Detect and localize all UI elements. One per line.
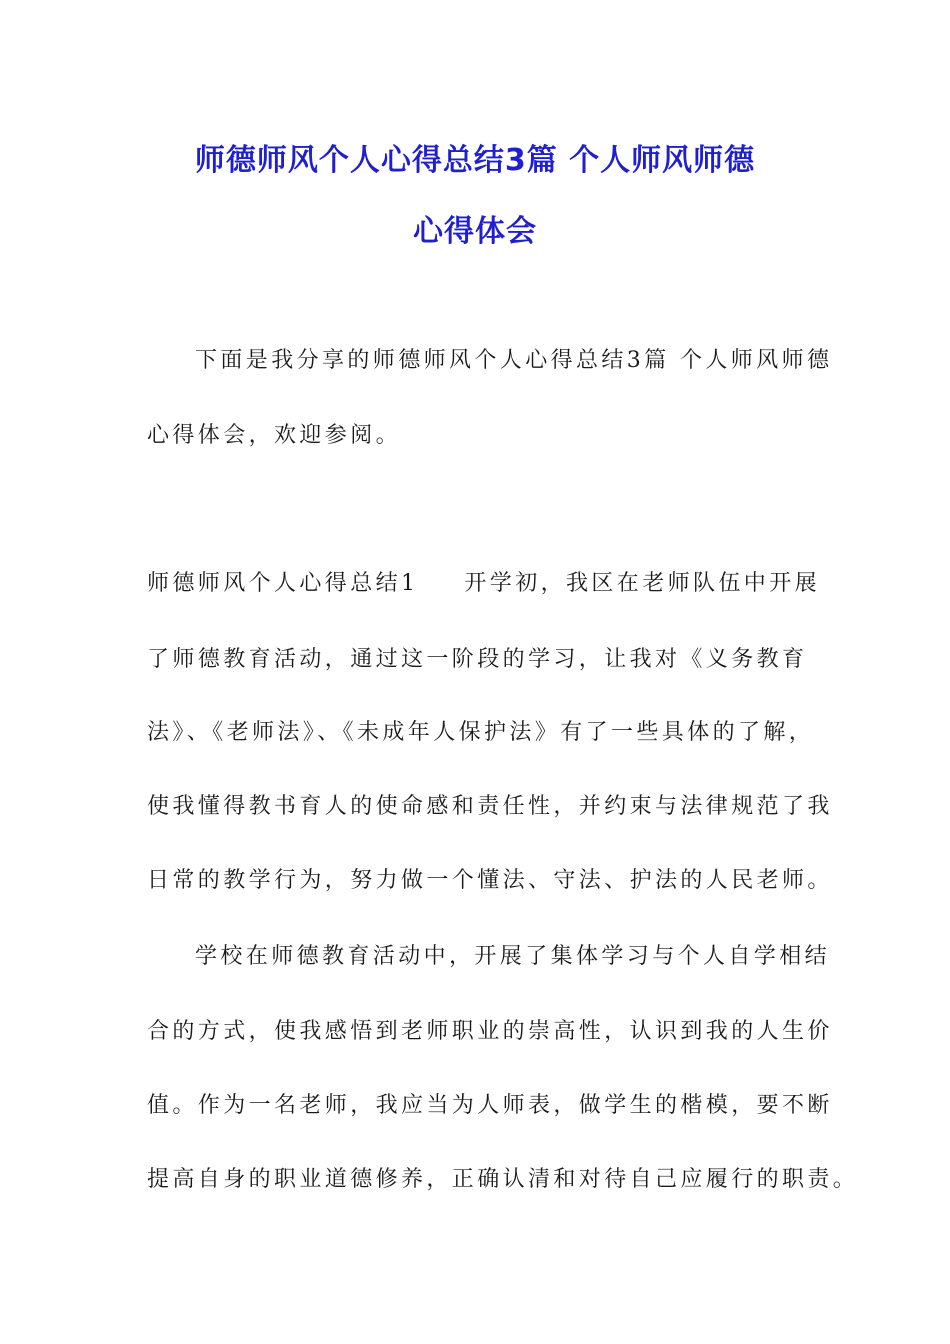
paragraph-2-line-3: 值。作为一名老师，我应当为人师表，做学生的楷模，要不断	[147, 1093, 833, 1118]
section-1-first-line	[147, 569, 821, 599]
document-title-line-1: 师德师风个人心得总结3篇 个人师风师德	[194, 143, 756, 178]
paragraph-1-line-5: 日常的教学行为，努力做一个懂法、守法、护法的人民老师。	[147, 868, 833, 893]
paragraph-1-line-3: 法》、《老师法》、《未成年人保护法》有了一些具体的了解，	[147, 720, 815, 745]
document-title-line-2: 心得体会	[413, 214, 537, 249]
intro-line-2: 心得体会，欢迎参阅。	[147, 423, 402, 448]
paragraph-2-line-2: 合的方式，使我感悟到老师职业的崇高性，认识到我的人生价	[147, 1019, 833, 1044]
paragraph-2-line-1: 学校在师德教育活动中，开展了集体学习与个人自学相结	[195, 944, 831, 969]
paragraph-2-line-4: 提高自身的职业道德修养，正确认清和对待自己应履行的职责。	[147, 1167, 859, 1192]
paragraph-1-opening: 开学初，我区在老师队伍中开展	[464, 571, 821, 596]
intro-line-1: 下面是我分享的师德师风个人心得总结3篇 个人师风师德	[195, 348, 833, 373]
paragraph-1-line-2: 了师德教育活动，通过这一阶段的学习，让我对《义务教育	[147, 647, 808, 672]
paragraph-1-line-4: 使我懂得教书育人的使命感和责任性，并约束与法律规范了我	[147, 794, 833, 819]
section-1-heading: 师德师风个人心得总结1	[147, 571, 419, 596]
